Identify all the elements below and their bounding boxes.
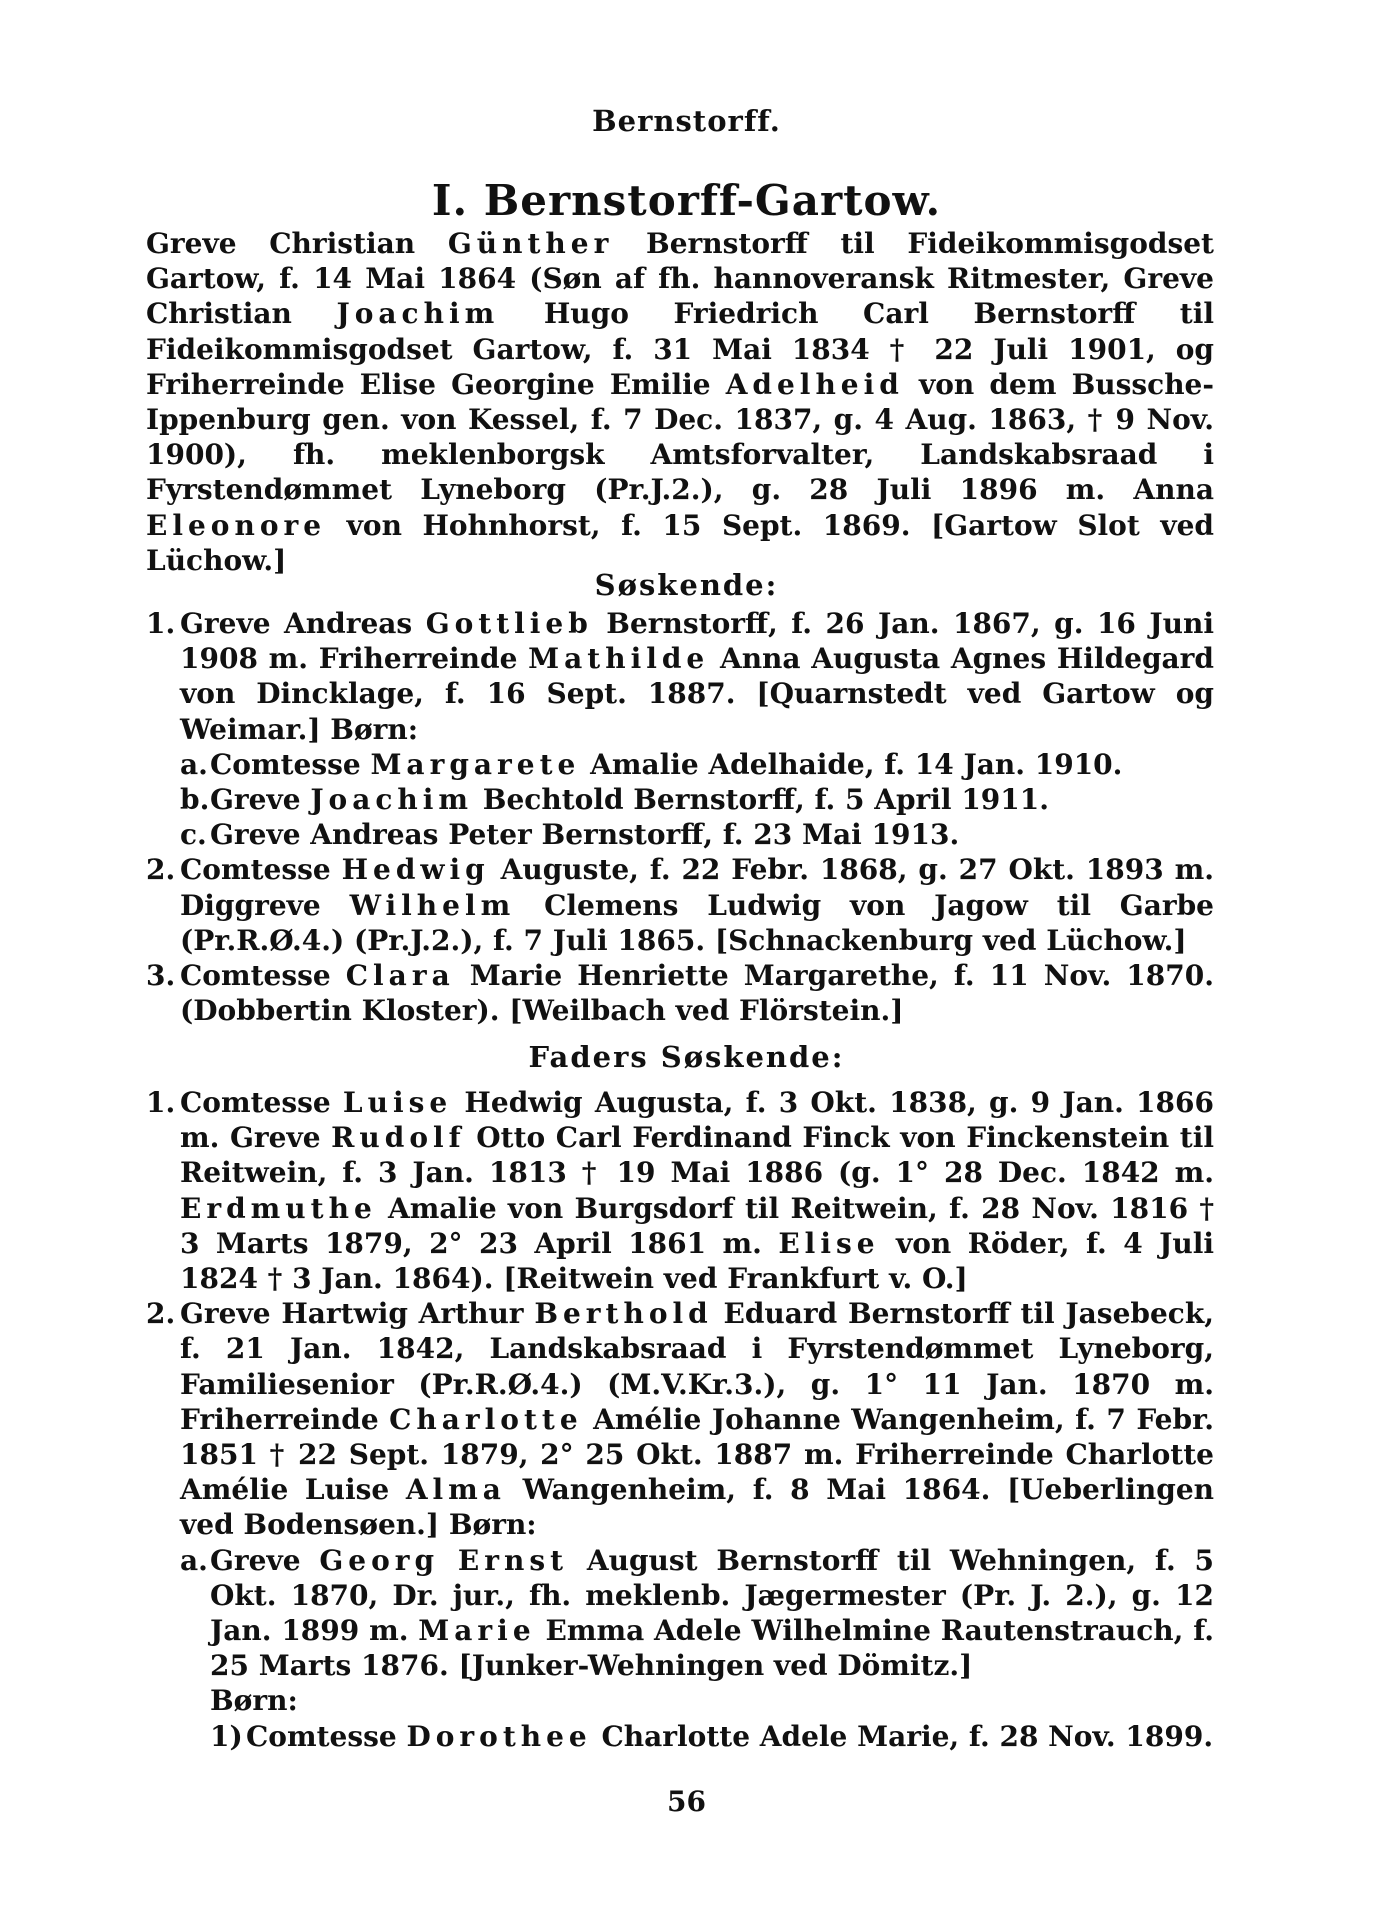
- grandchild-text: Comtesse Dorothee Charlotte Adele Marie, f. 28 Nov. 1899.: [246, 1719, 1214, 1753]
- list-item: [146, 852, 1214, 958]
- grandchild-number: 1): [210, 1719, 243, 1753]
- section-title: I. Bernstorff-Gartow.: [431, 176, 942, 225]
- child-text: Greve Georg Ernst August Bernstorff til Wehningen, f. 5 Okt. 1870, Dr. jur., fh. meklenb. Jægermester (Pr. J. 2.), g. 12 Jan. 1899 m. Marie Emma Adele Wilhelmine Rautenstrauch, f. 25 Marts 1876. [Junker-Wehningen ved Dömitz.]: [210, 1543, 1214, 1683]
- child-number: b.: [180, 783, 210, 817]
- item-text: Comtesse Hedwig Auguste, f. 22 Febr. 1868, g. 27 Okt. 1893 m. Diggreve Wilhelm Clemens Ludwig von Jagow til Garbe (Pr.R.Ø.4.) (Pr.J.2.), f. 7 Juli 1865. [Schnackenburg ved Lüchow.]: [180, 853, 1214, 957]
- list-item: [146, 606, 1214, 747]
- intro-spaced: Günther: [447, 227, 614, 260]
- intro-spaced: Eleonore: [146, 508, 327, 542]
- children-born-label: Børn:: [210, 1684, 298, 1718]
- father-siblings-list: [146, 1085, 1214, 1754]
- child-item: [180, 782, 1214, 817]
- siblings-heading: Søskende:: [594, 568, 779, 602]
- father-siblings-heading: Faders Søskende:: [528, 1040, 845, 1074]
- intro-text: von Hohnhorst, f. 15 Sept. 1869. [Gartow Slot ved Lüchow.]: [146, 508, 1214, 577]
- siblings-list: [146, 606, 1214, 1028]
- list-item: [146, 1085, 1214, 1296]
- item-text: Comtesse Clara Marie Henriette Margarethe, f. 11 Nov. 1870. (Dobbertin Kloster). [Weilbach ved Flörstein.]: [180, 959, 1214, 1028]
- item-number: 2.: [146, 853, 176, 887]
- intro-text: von dem Bussche-Ippenburg gen. von Kessel, f. 7 Dec. 1837, g. 4 Aug. 1863, † 9 Nov. 1900), fh. meklenborgsk Amtsforvalter, Landskabsraad i Fyrstendømmet Lyneborg (Pr.J.2.), g. 28 Juli 1896 m. Anna: [146, 367, 1214, 507]
- running-header: Bernstorff.: [592, 104, 781, 138]
- item-text: Comtesse Luise Hedwig Augusta, f. 3 Okt. 1838, g. 9 Jan. 1866 m. Greve Rudolf Otto Carl Ferdinand Finck von Finckenstein til Reitwein, f. 3 Jan. 1813 † 19 Mai 1886 (g. 1° 28 Dec. 1842 m. Erdmuthe Amalie von Burgsdorf til Reitwein, f. 28 Nov. 1816 † 3 Marts 1879, 2° 23 April 1861 m. Elise von Röder, f. 4 Juli 1824 † 3 Jan. 1864). [Reitwein ved Frankfurt v. O.]: [180, 1086, 1215, 1296]
- child-number: a.: [180, 747, 208, 781]
- item-text: Greve Hartwig Arthur Berthold Eduard Bernstorff til Jasebeck, f. 21 Jan. 1842, Landskabsraad i Fyrstendømmet Lyneborg, Familiesenior (Pr.R.Ø.4.) (M.V.Kr.3.), g. 1° 11 Jan. 1870 m. Friherreinde Charlotte Amélie Johanne Wangenheim, f. 7 Febr. 1851 † 22 Sept. 1879, 2° 25 Okt. 1887 m. Friherreinde Charlotte Amélie Luise Alma Wangenheim, f. 8 Mai 1864. [Ueberlingen ved Bodensøen.] Børn:: [180, 1297, 1215, 1542]
- intro-paragraph: [146, 226, 1214, 578]
- item-number: 1.: [146, 1086, 176, 1119]
- intro-text: Greve Christian: [146, 227, 448, 260]
- child-item: [180, 747, 1214, 782]
- child-text: Comtesse Margarete Amalie Adelhaide, f. 14 Jan. 1910.: [210, 747, 1123, 781]
- item-number: 2.: [146, 1297, 176, 1331]
- child-number: a.: [180, 1543, 208, 1577]
- intro-spaced: Joachim: [336, 297, 500, 331]
- intro-text: Hugo Friedrich Carl Bernstorff til Fideikommisgodset Gartow, f. 31 Mai 1834 † 22 Juli 1901, og Friherreinde Elise Georgine Emilie: [146, 297, 1214, 401]
- child-number: c.: [180, 818, 207, 852]
- item-number: 1.: [146, 607, 176, 640]
- intro-spaced: Adelheid: [725, 367, 904, 401]
- page-number: 56: [667, 1785, 706, 1818]
- child-text: Greve Joachim Bechtold Bernstorff, f. 5 April 1911.: [210, 783, 1049, 817]
- intro-text: Bernstorff til Fideikommisgodset Gartow, f. 14 Mai 1864 (Søn af fh. hannoveransk Ritmester, Greve Christian: [146, 227, 1214, 331]
- child-item: [180, 1543, 1214, 1684]
- grandchild-item: [210, 1719, 1214, 1754]
- child-text: Greve Andreas Peter Bernstorff, f. 23 Mai 1913.: [210, 818, 960, 852]
- list-item: [146, 958, 1214, 1028]
- list-item: [146, 1296, 1214, 1542]
- item-number: 3.: [146, 959, 176, 993]
- item-text: Greve Andreas Gottlieb Bernstorff, f. 26 Jan. 1867, g. 16 Juni 1908 m. Friherreinde Mathilde Anna Augusta Agnes Hildegard von Dincklage, f. 16 Sept. 1887. [Quarnstedt ved Gartow og Weimar.] Børn:: [180, 607, 1215, 746]
- child-item: [180, 817, 1214, 852]
